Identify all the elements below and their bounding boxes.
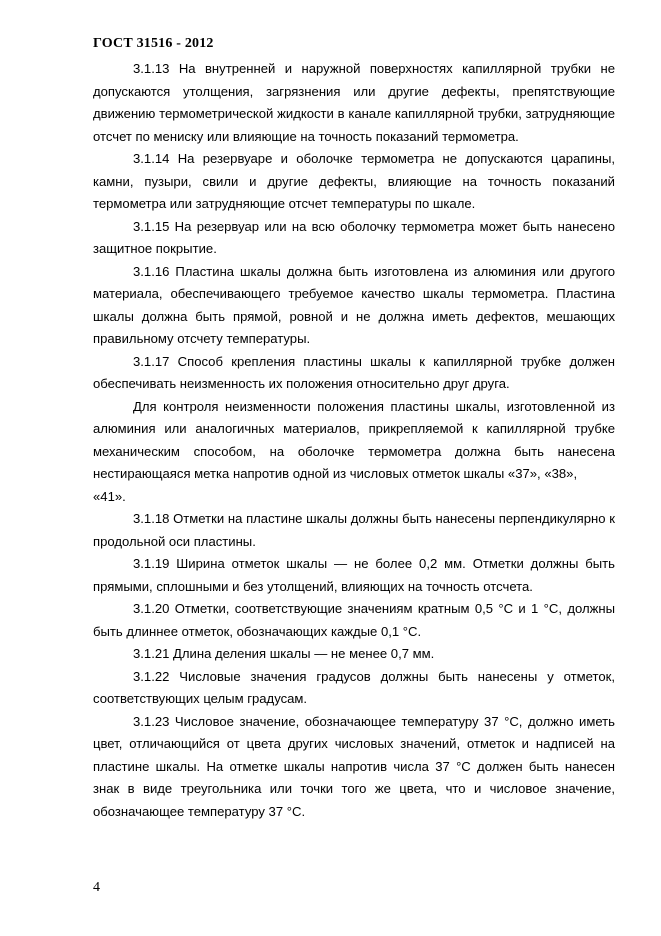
paragraph-3-1-19: 3.1.19 Ширина отметок шкалы — не более 0,2 мм. Отметки должны быть прямыми, сплошными и без утолщений, влияющих на точность отсчета. bbox=[93, 556, 615, 594]
paragraph-3-1-17: 3.1.17 Способ крепления пластины шкалы к капиллярной трубке должен обеспечивать неизменность их положения относительно друг друга. bbox=[93, 353, 615, 391]
page-number: 4 bbox=[93, 880, 100, 895]
paragraph-3-1-23: 3.1.23 Числовое значение, обозначающее температуру 37 °С, должно иметь цвет, отличающийся от цвета других числовых значений, отметок и надписей на пластине шкалы. На отметке шкалы напротив числа 37 °С должен быть нанесен знак в виде треугольника или точки того же цвета, что и числовое значение, обозначающее температуру 37 °С. bbox=[93, 713, 615, 819]
paragraph-3-1-17-control: Для контроля неизменности положения пластины шкалы, изготовленной из алюминия или аналогичных материалов, прикрепляемой к капиллярной трубке механическим способом, на оболочке термометра должна быть нанесена нестирающаяся метка напротив одной из числовых отметок шкалы «37», «38», bbox=[93, 398, 615, 481]
document-body bbox=[93, 58, 615, 823]
paragraph-3-1-15: 3.1.15 На резервуар или на всю оболочку термометра может быть нанесено защитное покрытие. bbox=[93, 218, 615, 256]
paragraph-3-1-22: 3.1.22 Числовые значения градусов должны быть нанесены у отметок, соответствующих целым градусам. bbox=[93, 668, 615, 706]
paragraph-3-1-21: 3.1.21 Длина деления шкалы — не менее 0,7 мм. bbox=[133, 646, 435, 661]
paragraph-3-1-16: 3.1.16 Пластина шкалы должна быть изготовлена из алюминия или другого материала, обеспечивающего требуемое качество шкалы термометра. Пластина шкалы должна быть прямой, ровной и не должна иметь дефектов, мешающих правильному отсчету температуры. bbox=[93, 263, 615, 346]
paragraph-3-1-14: 3.1.14 На резервуаре и оболочке термометра не допускаются царапины, камни, пузыри, свили и другие дефекты, влияющие на точность показаний термометра или затрудняющие отсчет температуры по шкале. bbox=[93, 151, 615, 211]
document-header: ГОСТ 31516 - 2012 bbox=[93, 36, 214, 51]
paragraph-3-1-17-continuation: «41». bbox=[93, 488, 126, 504]
paragraph-3-1-13: 3.1.13 На внутренней и наружной поверхностях капиллярной трубки не допускаются утолщения, загрязнения или другие дефекты, препятствующие движению термометрической жидкости в канале капиллярной трубки, затрудняющие отсчет по мениску или влияющие на точность показаний термометра. bbox=[93, 61, 615, 144]
paragraph-3-1-18: 3.1.18 Отметки на пластине шкалы должны быть нанесены перпендикулярно к продольной оси пластины. bbox=[93, 511, 615, 549]
paragraph-3-1-20: 3.1.20 Отметки, соответствующие значениям кратным 0,5 °С и 1 °С, должны быть длиннее отметок, обозначающих каждые 0,1 °С. bbox=[93, 601, 615, 639]
